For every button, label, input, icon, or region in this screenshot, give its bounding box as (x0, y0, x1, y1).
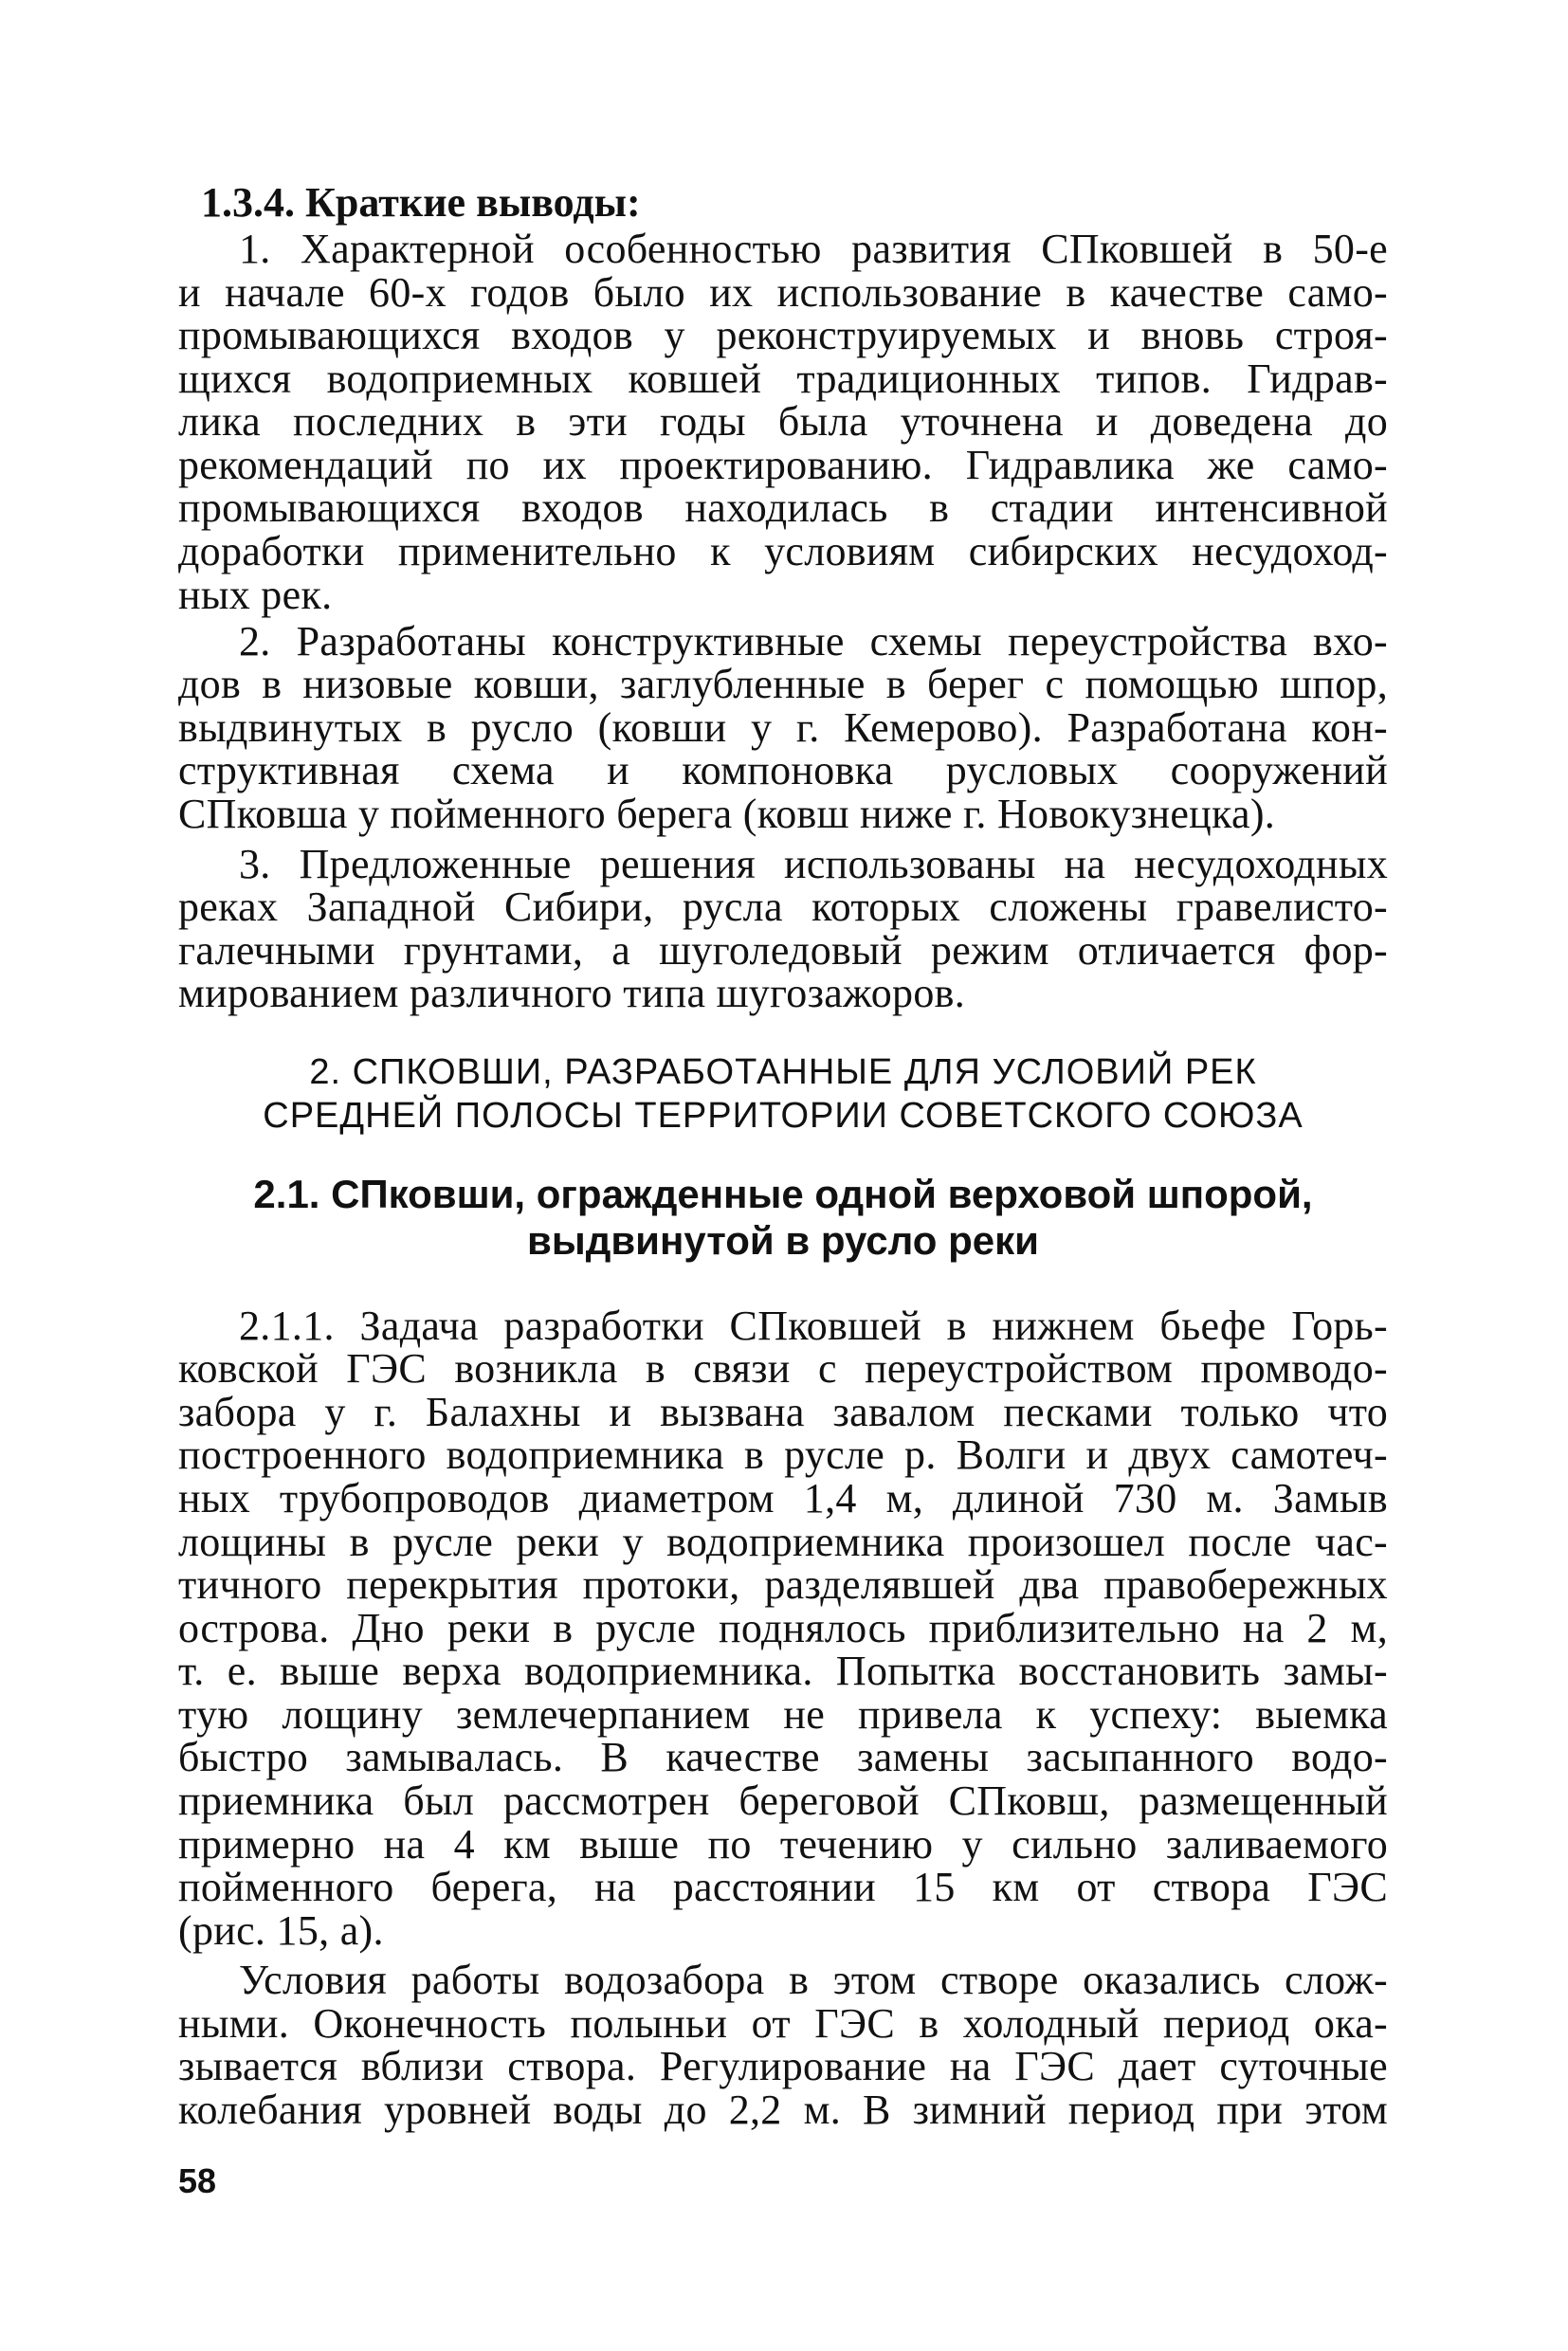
paragraph-line: СПковша у пойменного берега (ковш ниже г. Новокузнецка). (178, 790, 1276, 837)
paragraph-line: острова. Дно реки в русле поднялось приблизительно на 2 м, (178, 1604, 1388, 1651)
paragraph-line: тичного перекрытия протоки, разделявшей два правобережных (178, 1561, 1388, 1609)
paragraph-line: пойменного берега, на расстоянии 15 км от створа ГЭС (178, 1864, 1388, 1911)
paragraph-line: реках Западной Сибири, русла которых сложены гравелисто- (178, 884, 1388, 931)
paragraph-line: и начале 60-х годов было их использование в качестве само- (178, 268, 1388, 316)
subsection-title-line: выдвинутой в русло реки (527, 1217, 1039, 1263)
paragraph-line: Условия работы водозабора в этом створе оказались слож- (239, 1957, 1388, 2004)
paragraph-line: тую лощину землечерпанием не привела к успеху: выемка (178, 1690, 1388, 1738)
paragraph-line: лика последних в эти годы была уточнена и доведена до (178, 398, 1388, 446)
paragraph-line: ными. Оконечность полыньи от ГЭС в холодный период ока- (178, 1999, 1388, 2047)
chapter-title-line: 2. СПКОВШИ, РАЗРАБОТАННЫЕ ДЛЯ УСЛОВИЙ РЕК (309, 1052, 1257, 1093)
paragraph-line: 3. Предложенные решения использованы на несудоходных (239, 840, 1388, 887)
section-heading-1-3-4: 1.3.4. Краткие выводы: (201, 179, 641, 226)
paragraph-line: ных трубопроводов диаметром 1,4 м, длиной 730 м. Замыв (178, 1475, 1388, 1522)
paragraph-line: (рис. 15, а). (178, 1906, 384, 1954)
paragraph-line: структивная схема и компоновка русловых сооружений (178, 747, 1388, 794)
page-number: 58 (178, 2161, 217, 2200)
paragraph-line: лощины в русле реки у водоприемника произошел после час- (178, 1518, 1388, 1565)
paragraph-line: колебания уровней воды до 2,2 м. В зимний период при этом (178, 2087, 1388, 2133)
subsection-title-line: 2.1. СПковши, огражденные одной верховой шпорой, (253, 1171, 1313, 1216)
paragraph-line: т. е. выше верха водоприемника. Попытка восстановить замы- (178, 1648, 1388, 1695)
paragraph-line: промывающихся входов находилась в стадии интенсивной (178, 484, 1388, 532)
paragraph-line: ных рек. (178, 571, 333, 618)
paragraph-line: мированием различного типа шугозажоров. (178, 970, 965, 1017)
paragraph-line: построенного водоприемника в русле р. Волги и двух самотеч- (178, 1431, 1388, 1479)
paragraph-line: 2. Разработаны конструктивные схемы переустройства вхо- (239, 617, 1388, 665)
paragraph-line: примерно на 4 км выше по течению у сильно заливаемого (178, 1820, 1388, 1868)
paragraph-line: забора у г. Балахны и вызвана завалом песками только что (178, 1388, 1388, 1435)
paragraph-line: приемника был рассмотрен береговой СПковш, размещенный (178, 1777, 1388, 1824)
paragraph-line: зывается вблизи створа. Регулирование на ГЭС дает суточные (178, 2043, 1388, 2090)
paragraph-line: выдвинутых в русло (ковши у г. Кемерово). Разработана кон- (178, 703, 1388, 751)
paragraph-line: 2.1.1. Задача разработки СПковшей в нижнем бьефе Горь- (239, 1302, 1388, 1349)
paragraph-line: ковской ГЭС возникла в связи с переустройством промводо- (178, 1345, 1388, 1393)
paragraph-line: 1. Характерной особенностью развития СПковшей в 50-е (239, 226, 1388, 273)
paragraph-line: промывающихся входов у реконструируемых и вновь строя- (178, 312, 1388, 359)
paragraph-line: быстро замывалась. В качестве замены засыпанного водо- (178, 1734, 1388, 1781)
paragraph-line: щихся водоприемных ковшей традиционных типов. Гидрав- (178, 355, 1388, 402)
paragraph-line: галечными грунтами, а шуголедовый режим отличается фор- (178, 926, 1388, 974)
paragraph-line: доработки применительно к условиям сибирских несудоход- (178, 528, 1388, 575)
paragraph-line: дов в низовые ковши, заглубленные в берег с помощью шпор, (178, 661, 1388, 708)
chapter-title-line: СРЕДНЕЙ ПОЛОСЫ ТЕРРИТОРИИ СОВЕТСКОГО СОЮЗА (263, 1095, 1304, 1136)
paragraph-line: рекомендаций по их проектированию. Гидравлика же само- (178, 441, 1388, 488)
